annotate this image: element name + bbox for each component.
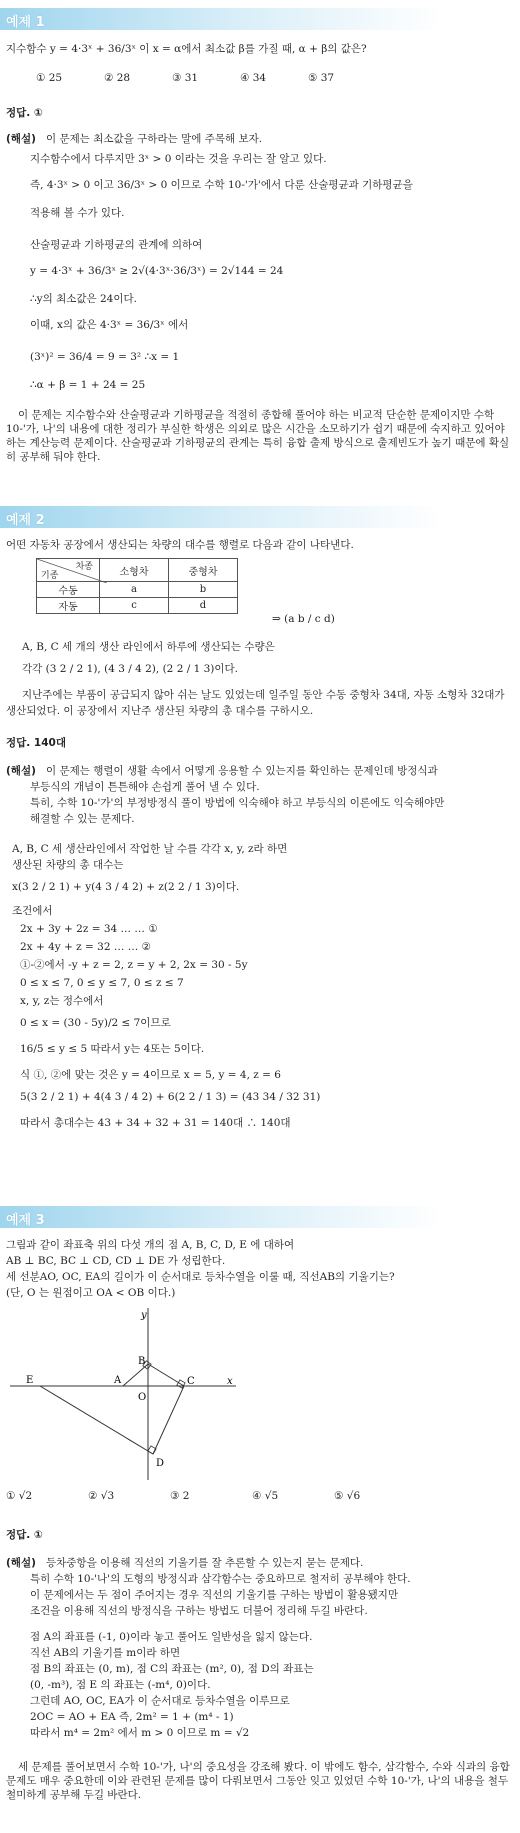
question-line: 그림과 같이 좌표축 위의 다섯 개의 점 A, B, C, D, E 에 대하여 bbox=[6, 1239, 295, 1251]
example-3-title: 예제 3 bbox=[6, 1213, 45, 1228]
point-C-label: C bbox=[187, 1376, 195, 1387]
solution-line: ∴α + β = 1 + 24 = 25 bbox=[30, 379, 146, 391]
geometry-diagram bbox=[10, 1304, 240, 1484]
example-3-answer: 정답. ① bbox=[6, 1529, 43, 1541]
work-line: 0 ≤ x ≤ 7, 0 ≤ y ≤ 7, 0 ≤ z ≤ 7 bbox=[20, 977, 184, 989]
choice: ③ 31 bbox=[172, 72, 199, 84]
solution-line: 산술평균과 기하평균의 관계에 의하여 bbox=[30, 239, 203, 251]
point-D-label: D bbox=[156, 1458, 165, 1469]
work-line: ①-②에서 -y + z = 2, z = y + 2, 2x = 30 - 5y bbox=[20, 959, 248, 971]
table-header-cell: 소형차 bbox=[100, 559, 169, 582]
solution-line: y = 4·3ˣ + 36/3ˣ ≥ 2√(4·3ˣ·36/3ˣ) = 2√144 = 24 bbox=[30, 265, 284, 277]
choice: ⑤ 37 bbox=[308, 72, 335, 84]
y-axis-label: y bbox=[141, 1310, 147, 1321]
table-cell: c bbox=[100, 598, 169, 614]
table-cell: d bbox=[169, 598, 238, 614]
solution-line: 특히, 수학 10-'가'의 부정방정식 풀이 방법에 익숙해야 하고 부등식의 이론에도 익숙해야만 bbox=[30, 797, 445, 809]
question-line: 세 선분AO, OC, EA의 길이가 이 순서대로 등차수열을 이룰 때, 직선AB의 기울기는? bbox=[6, 1271, 395, 1283]
example-2-intro: 어떤 자동차 공장에서 생산되는 차량의 대수를 행렬로 다음과 같이 나타낸다. bbox=[6, 539, 354, 551]
solution-line: 점 A의 좌표를 (-1, 0)이라 놓고 풀어도 일반성을 잃지 않는다. bbox=[30, 1631, 313, 1643]
solution-line: 조건을 이용해 직선의 방정식을 구하는 방법도 더불어 정리해 두길 바란다. bbox=[30, 1605, 368, 1617]
example-3-solution-label: (해설) bbox=[6, 1557, 36, 1569]
work-line: 식 ①, ②에 맞는 것은 y = 4이므로 x = 5, y = 4, z = 6 bbox=[20, 1069, 281, 1081]
solution-line: 이 문제는 행렬이 생활 속에서 어떻게 응용할 수 있는지를 확인하는 문제인데 방정식과 bbox=[46, 765, 438, 777]
question-line: A, B, C 세 개의 생산 라인에서 하루에 생산되는 수량은 bbox=[22, 641, 275, 653]
solution-line: 해결할 수 있는 문제다. bbox=[30, 813, 135, 825]
question-line: 생산되었다. 이 공장에서 지난주 생산된 차량의 총 대수를 구하시오. bbox=[6, 705, 314, 717]
corner-top-label: 차종 bbox=[75, 562, 93, 572]
work-line: 0 ≤ x = (30 - 5y)/2 ≤ 7이므로 bbox=[20, 1017, 171, 1029]
example-1-question: 지수함수 y = 4·3ˣ + 36/3ˣ 이 x = α에서 최소값 β를 가질 때, α + β의 값은? bbox=[6, 43, 367, 55]
point-B-label: B bbox=[138, 1356, 146, 1367]
choice: ③ 2 bbox=[170, 1490, 190, 1502]
solution-line: 적용해 볼 수가 있다. bbox=[30, 207, 125, 219]
table-arrow: ⇒ (a b / c d) bbox=[272, 613, 335, 625]
solution-line: 부등식의 개념이 튼튼해야 손쉽게 풀어 낼 수 있다. bbox=[30, 781, 260, 793]
x-axis-label: x bbox=[227, 1376, 233, 1387]
question-line: (단, O 는 원점이고 OA < OB 이다.) bbox=[6, 1287, 176, 1299]
arrow-glyph: ⇒ bbox=[272, 613, 281, 625]
solution-line: ∴y의 최소값은 24이다. bbox=[30, 293, 137, 305]
point-E-label: E bbox=[26, 1375, 34, 1386]
question-line: 각각 (3 2 / 2 1), (4 3 / 4 2), (2 2 / 1 3)이다. bbox=[22, 663, 239, 675]
work-line: x(3 2 / 2 1) + y(4 3 / 4 2) + z(2 2 / 1 3)이다. bbox=[12, 881, 240, 893]
example-1-title: 예제 1 bbox=[6, 15, 45, 30]
work-line: 따라서 총대수는 43 + 34 + 32 + 31 = 140대 ∴ 140대 bbox=[20, 1117, 291, 1129]
work-line: x, y, z는 정수에서 bbox=[20, 995, 104, 1007]
solution-line: 등차중항을 이용해 직선의 기울기를 잘 추론할 수 있는지 묻는 문제다. bbox=[46, 1557, 364, 1569]
solution-line: 2OC = AO + EA 즉, 2m² = 1 + (m⁴ - 1) bbox=[30, 1711, 234, 1723]
solution-line: 이때, x의 값은 4·3ˣ = 36/3ˣ 에서 bbox=[30, 319, 189, 331]
work-line: 2x + 3y + 2z = 34 … … ① bbox=[20, 923, 158, 935]
segment-ED bbox=[40, 1386, 153, 1454]
example-3-summary: 세 문제를 풀어보면서 수학 10-'가, 나'의 중요성을 강조해 봤다. 이 밖에도 함수, 삼각함수, 수와 식과의 융합문제도 매우 중요한데 이와 관련된 문제를 많이 다뤄보면서 그동안 잊고 있었던 수학 10-'가, 나'의 내용을 철두철미하게 공부해 두길 바란다. bbox=[6, 1761, 510, 1801]
example-1-choices bbox=[36, 72, 376, 84]
solution-line: 즉, 4·3ˣ > 0 이고 36/3ˣ > 0 이므로 수학 10-'가'에서 다룬 산술평균과 기하평균을 bbox=[30, 179, 413, 191]
segment-CD bbox=[153, 1386, 184, 1454]
example-3-header bbox=[0, 1206, 520, 1228]
work-line: 생산된 차량의 총 대수는 bbox=[12, 859, 124, 871]
production-table bbox=[36, 558, 238, 614]
work-line: 5(3 2 / 2 1) + 4(4 3 / 4 2) + 6(2 2 / 1 3) = (43 34 / 32 31) bbox=[20, 1091, 321, 1103]
solution-line: 특히 수학 10-'나'의 도형의 방정식과 삼각함수는 중요하므로 철저히 공부해야 한다. bbox=[30, 1573, 411, 1585]
table-cell: b bbox=[169, 582, 238, 598]
work-line: 2x + 4y + z = 32 … … ② bbox=[20, 941, 151, 953]
table-header-cell: 중형차 bbox=[169, 559, 238, 582]
question-line: AB ⊥ BC, BC ⊥ CD, CD ⊥ DE 가 성립한다. bbox=[6, 1255, 226, 1267]
choice: ④ 34 bbox=[240, 72, 267, 84]
example-3-choices bbox=[6, 1490, 416, 1502]
choice: ⑤ √6 bbox=[334, 1490, 361, 1502]
solution-line: 따라서 m⁴ = 2m² 에서 m > 0 이므로 m = √2 bbox=[30, 1727, 250, 1739]
choice: ① 25 bbox=[36, 72, 63, 84]
choice: ② 28 bbox=[104, 72, 131, 84]
solution-line: 직선 AB의 기울기를 m이라 하면 bbox=[30, 1647, 181, 1659]
origin-label: O bbox=[138, 1392, 147, 1403]
choice: ④ √5 bbox=[252, 1490, 279, 1502]
example-1-summary: 이 문제는 지수함수와 산술평균과 기하평균을 적절히 종합해 풀어야 하는 비교적 단순한 문제이지만 수학 10-'가, 나'의 내용에 대한 정리가 부실한 학생은 의외로 많은 시간을 소모하기가 쉽기 때문에 숙지하고 있어야 하는 계산능력 문제이다. 산술평균과 기하평균의 관계는 특히 융합 출제 방식으로 출제빈도가 높기 때문에 확실히 공부해 둬야 한다. bbox=[6, 409, 510, 463]
table-cell: a bbox=[100, 582, 169, 598]
example-2-header bbox=[0, 506, 520, 528]
solution-line: 점 B의 좌표는 (0, m), 점 C의 좌표는 (m², 0), 점 D의 좌표는 bbox=[30, 1663, 314, 1675]
solution-line: (0, -m³), 점 E 의 좌표는 (-m⁴, 0)이다. bbox=[30, 1679, 211, 1691]
solution-line: 그런데 AO, OC, EA가 이 순서대로 등차수열을 이루므로 bbox=[30, 1695, 290, 1707]
solution-line: 이 문제에서는 두 점이 주어지는 경우 직선의 기울기를 구하는 방법이 활용됐지만 bbox=[30, 1589, 399, 1601]
table-row-label: 수동 bbox=[37, 582, 100, 598]
corner-bottom-label: 기종 bbox=[41, 571, 59, 581]
example-2-title: 예제 2 bbox=[6, 513, 45, 528]
choice: ① √2 bbox=[6, 1490, 33, 1502]
example-1-answer: 정답. ① bbox=[6, 107, 43, 119]
solution-line: (3ˣ)² = 36/4 = 9 = 3² ∴x = 1 bbox=[30, 351, 180, 363]
table-row-label: 자동 bbox=[37, 598, 100, 614]
table-corner-cell bbox=[37, 559, 100, 582]
work-line: 조건에서 bbox=[12, 905, 53, 917]
solution-line: 이 문제는 최소값을 구하라는 말에 주목해 보자. bbox=[46, 133, 263, 145]
example-2-answer: 정답. 140대 bbox=[6, 737, 66, 749]
example-1-solution-label: (해설) bbox=[6, 133, 36, 145]
choice: ② √3 bbox=[88, 1490, 115, 1502]
point-A-label: A bbox=[114, 1375, 122, 1386]
solution-line: 지수함수에서 다루지만 3ˣ > 0 이라는 것을 우리는 잘 알고 있다. bbox=[30, 153, 327, 165]
work-line: 16/5 ≤ y ≤ 5 따라서 y는 4또는 5이다. bbox=[20, 1043, 205, 1055]
example-2-solution-label: (해설) bbox=[6, 765, 36, 777]
question-line: 지난주에는 부품이 공급되지 않아 쉬는 날도 있었는데 일주일 동안 수동 중형차 34대, 자동 소형차 32대가 bbox=[22, 689, 505, 701]
segment-AB bbox=[123, 1364, 148, 1386]
example-1-header bbox=[0, 8, 520, 30]
work-line: A, B, C 세 생산라인에서 작업한 날 수를 각각 x, y, z라 하면 bbox=[12, 843, 288, 855]
